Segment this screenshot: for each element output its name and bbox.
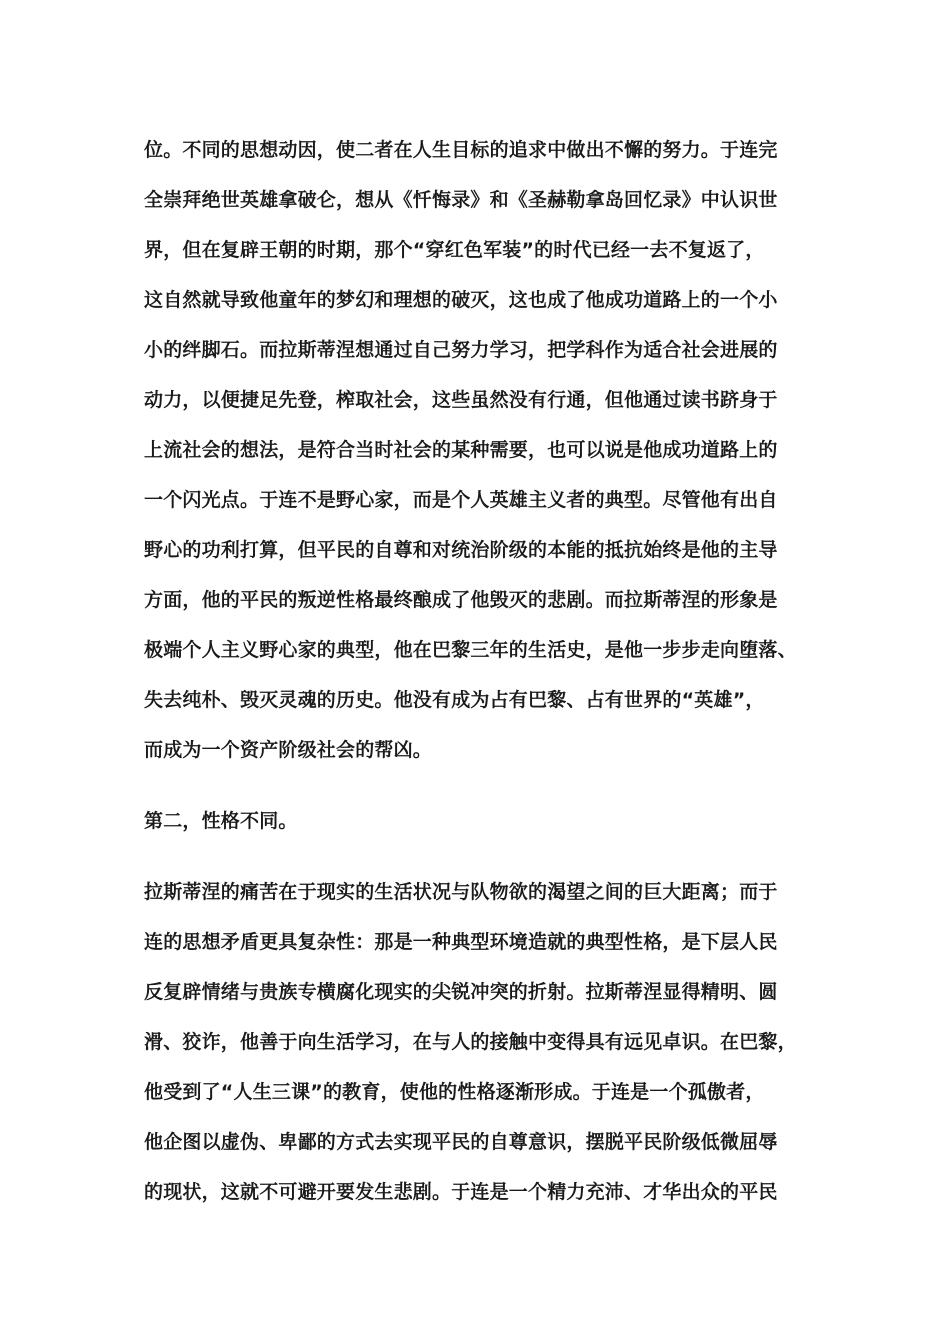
text-line: 他受到了“人生三课”的教育，使他的性格逐渐形成。于连是一个孤傲者，	[144, 1081, 765, 1103]
text-line: 反复辟情绪与贵族专横腐化现实的尖锐冲突的折射。拉斯蒂涅显得精明、圆	[144, 981, 778, 1003]
paragraph-comparison-motives	[144, 125, 824, 775]
text-line: 上流社会的想法，是符合当时社会的某种需要，也可以说是他成功道路上的	[144, 439, 778, 461]
text-line: 滑、狡诈，他善于向生活学习，在与人的接触中变得具有远见卓识。在巴黎，	[144, 1031, 797, 1053]
text-line: 界，但在复辟王朝的时期，那个“穿红色军装”的时代已经一去不复返了，	[144, 239, 765, 261]
text-line: 失去纯朴、毁灭灵魂的历史。他没有成为占有巴黎、占有世界的“英雄”，	[144, 689, 765, 711]
text-line: 极端个人主义野心家的典型，他在巴黎三年的生活史，是他一步步走向堕落、	[144, 639, 797, 661]
text-line: 这自然就导致他童年的梦幻和理想的破灭，这也成了他成功道路上的一个小	[144, 289, 778, 311]
text-line: 连的思想矛盾更具复杂性：那是一种典型环境造就的典型性格，是下层人民	[144, 931, 778, 953]
section-heading-personality	[144, 796, 824, 846]
section-heading: 第二，性格不同。	[144, 810, 298, 832]
text-line: 一个闪光点。于连不是野心家，而是个人英雄主义者的典型。尽管他有出自	[144, 489, 778, 511]
text-line: 野心的功利打算，但平民的自尊和对统治阶级的本能的抵抗始终是他的主导	[144, 539, 778, 561]
text-line: 小的绊脚石。而拉斯蒂涅想通过自己努力学习，把学科作为适合社会进展的	[144, 339, 778, 361]
text-line: 他企图以虚伪、卑鄙的方式去实现平民的自尊意识，摆脱平民阶级低微屈辱	[144, 1131, 778, 1153]
text-line: 拉斯蒂涅的痛苦在于现实的生活状况与队物欲的渴望之间的巨大距离；而于	[144, 881, 778, 903]
text-line: 方面，他的平民的叛逆性格最终酿成了他毁灭的悲剧。而拉斯蒂涅的形象是	[144, 589, 778, 611]
text-line: 动力，以便捷足先登，榨取社会，这些虽然没有行通，但他通过读书跻身于	[144, 389, 778, 411]
text-line: 而成为一个资产阶级社会的帮凶。	[144, 739, 433, 761]
text-line: 全崇拜绝世英雄拿破仑，想从《忏悔录》和《圣赫勒拿岛回忆录》中认识世	[144, 189, 778, 211]
paragraph-personality	[144, 867, 824, 1217]
text-line: 的现状，这就不可避开要发生悲剧。于连是一个精力充沛、才华出众的平民	[144, 1181, 778, 1203]
text-line: 位。不同的思想动因，使二者在人生目标的追求中做出不懈的努力。于连完	[144, 139, 778, 161]
